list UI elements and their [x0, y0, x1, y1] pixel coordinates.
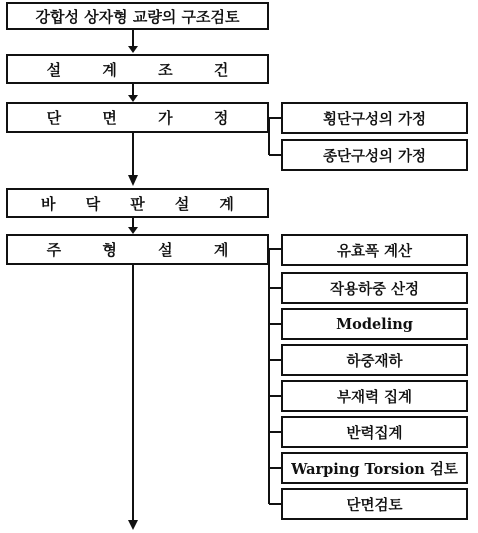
arrow-head: [128, 520, 138, 530]
char: 가: [158, 109, 173, 127]
box-title: 강합성 상자형 교량의 구조검토: [6, 2, 269, 30]
arrow-head: [128, 46, 138, 53]
char: 단: [46, 109, 62, 127]
sub-box-loading: 하중재하: [281, 344, 468, 376]
char: 형: [102, 241, 117, 259]
char: 설: [158, 241, 173, 259]
sub-box-modeling: Modeling: [281, 308, 468, 340]
sub-box-longitudinal: 종단구성의 가정: [281, 139, 468, 171]
char: 건: [213, 60, 229, 79]
sub-box-effective-width: 유효폭 계산: [281, 234, 468, 266]
char: 판: [130, 194, 145, 213]
char: 주: [46, 241, 62, 259]
box-design-conditions: [6, 54, 269, 84]
sub-box-member-force: 부재력 집계: [281, 380, 468, 412]
char: 조: [158, 60, 173, 79]
sub-box-warping-torsion: Warping Torsion 검토: [281, 452, 468, 484]
arrow-head: [128, 227, 138, 234]
arrow-head: [128, 95, 138, 102]
sub-box-section-check: 단면검토: [281, 488, 468, 520]
char: 면: [102, 109, 117, 127]
char: 계: [219, 194, 234, 213]
sub-box-reaction: 반력집계: [281, 416, 468, 448]
char: 정: [213, 109, 229, 127]
sub-box-load-calc: 작용하중 산정: [281, 272, 468, 304]
char: 설: [46, 60, 62, 79]
char: 계: [102, 60, 117, 79]
box-section-assumption: [6, 102, 269, 133]
sub-box-transverse: 횡단구성의 가정: [281, 102, 468, 134]
arrow-head: [128, 175, 138, 186]
char: 바: [41, 194, 56, 213]
char: 계: [213, 241, 229, 259]
char: 닥: [85, 194, 101, 213]
char: 설: [174, 194, 190, 213]
box-girder-design: [6, 234, 269, 265]
box-deck-design: [6, 188, 269, 218]
